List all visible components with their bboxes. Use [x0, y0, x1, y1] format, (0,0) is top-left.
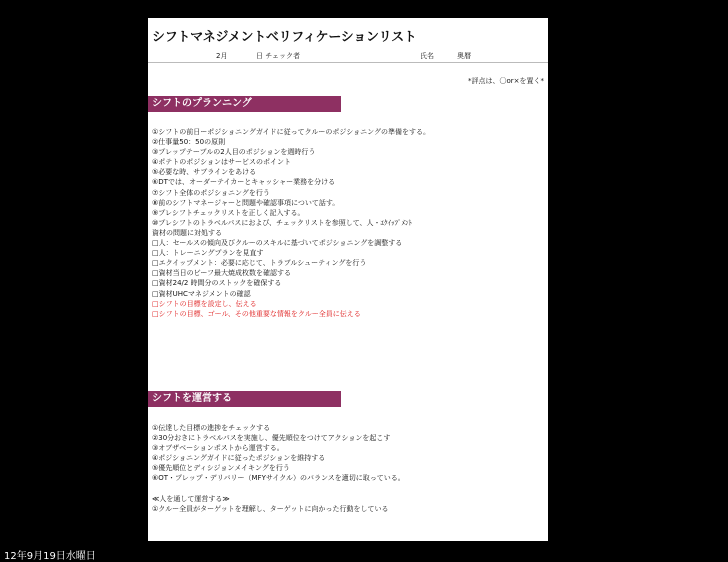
list-item: □人：セールスの傾向及びクルーのスキルに基づいてポジショニングを調整する [152, 239, 403, 248]
list-item: ⑤優先順位とディシジョンメイキングを行う [152, 464, 290, 473]
list-item: ≪人を通して運営する≫ [152, 494, 230, 503]
planning-list [152, 127, 430, 319]
list-item-highlight: □シフトの目標を設定し、伝える [152, 299, 257, 308]
header-divider [148, 62, 548, 63]
list-item: ⑦シフト全体のポジショニングを行う [152, 188, 270, 197]
footer-date: 12年9月19日水曜日 [4, 551, 96, 562]
list-item: ②30分おきにトラベルパスを実施し、優先順位をつけてアクションを起こす [152, 434, 391, 443]
list-item [152, 484, 405, 494]
list-item: □人：トレーニングプランを見直す [152, 249, 264, 258]
section-heading-planning: シフトのプランニング [148, 96, 341, 112]
list-item: ⑤必要な時、サブラインをあける [152, 168, 257, 177]
list-item: ③オブザベーションポストから運営する。 [152, 444, 284, 453]
list-item: ①伝達した目標の進捗をチェックする [152, 424, 271, 432]
list-item: ⑨プレシフトチェックリストを正しく記入する。 [152, 208, 305, 217]
list-item: ⑥DTでは、オーダーテイカーとキャッシャー業務を分ける [152, 178, 336, 187]
list-item: ①シフトの前日ーポジショニングガイドに従ってクルーのポジショニングの準備をする。 [152, 128, 430, 136]
list-item: □資材当日のビーフ最大焼成枚数を確認する [152, 269, 291, 278]
list-item: ④ポジショニングガイドに従ったポジションを維持する [152, 454, 326, 463]
list-item: ②仕事量50：50の原則 [152, 138, 226, 147]
list-item: 資材の問題に対処する [152, 228, 222, 237]
list-item: ⑥OT・プレップ・デリバリー（MFYサイクル）のバランスを適切に取っている。 [152, 474, 405, 483]
list-item: □資材UHCマネジメントの確認 [152, 289, 251, 298]
checklist-page [148, 18, 548, 541]
month-label: 2月 [216, 52, 228, 60]
section-heading-operations: シフトを運営する [148, 391, 341, 407]
list-item: ⑧前のシフトマネージャーと問題や確認事項について話す。 [152, 198, 340, 207]
day-checker-label: 日 チェック者 [256, 52, 301, 60]
page-title: シフトマネジメントベリフィケーションリスト [152, 30, 417, 45]
list-item: ①クルー全員がターゲットを理解し、ターゲットに向かった行動をしている [152, 504, 389, 513]
list-item-highlight: □シフトの目標、ゴール、その他重要な情報をクルー全員に伝える [152, 309, 361, 318]
operations-list [152, 423, 405, 514]
list-item: □エクイップメント：必要に応じて、トラブルシューティングを行う [152, 259, 367, 268]
list-item: ④ポテトのポジションはサービスのポイント [152, 158, 291, 167]
name-value: 奥暦 [457, 52, 471, 60]
name-label: 氏名 [420, 52, 434, 60]
scoring-note: *評点は、〇or×を置く* [467, 77, 544, 85]
list-item: ⑩プレシフトのトラベルパスにおよび、チェックリストを参照して、人・ｴｸｲｯﾌﾟﾒﾝﾄ [152, 218, 413, 227]
list-item: □資材24/2 時間分のストックを確保する [152, 279, 282, 288]
list-item: ③プレップテーブルの2人目のポジションを週時行う [152, 148, 316, 157]
